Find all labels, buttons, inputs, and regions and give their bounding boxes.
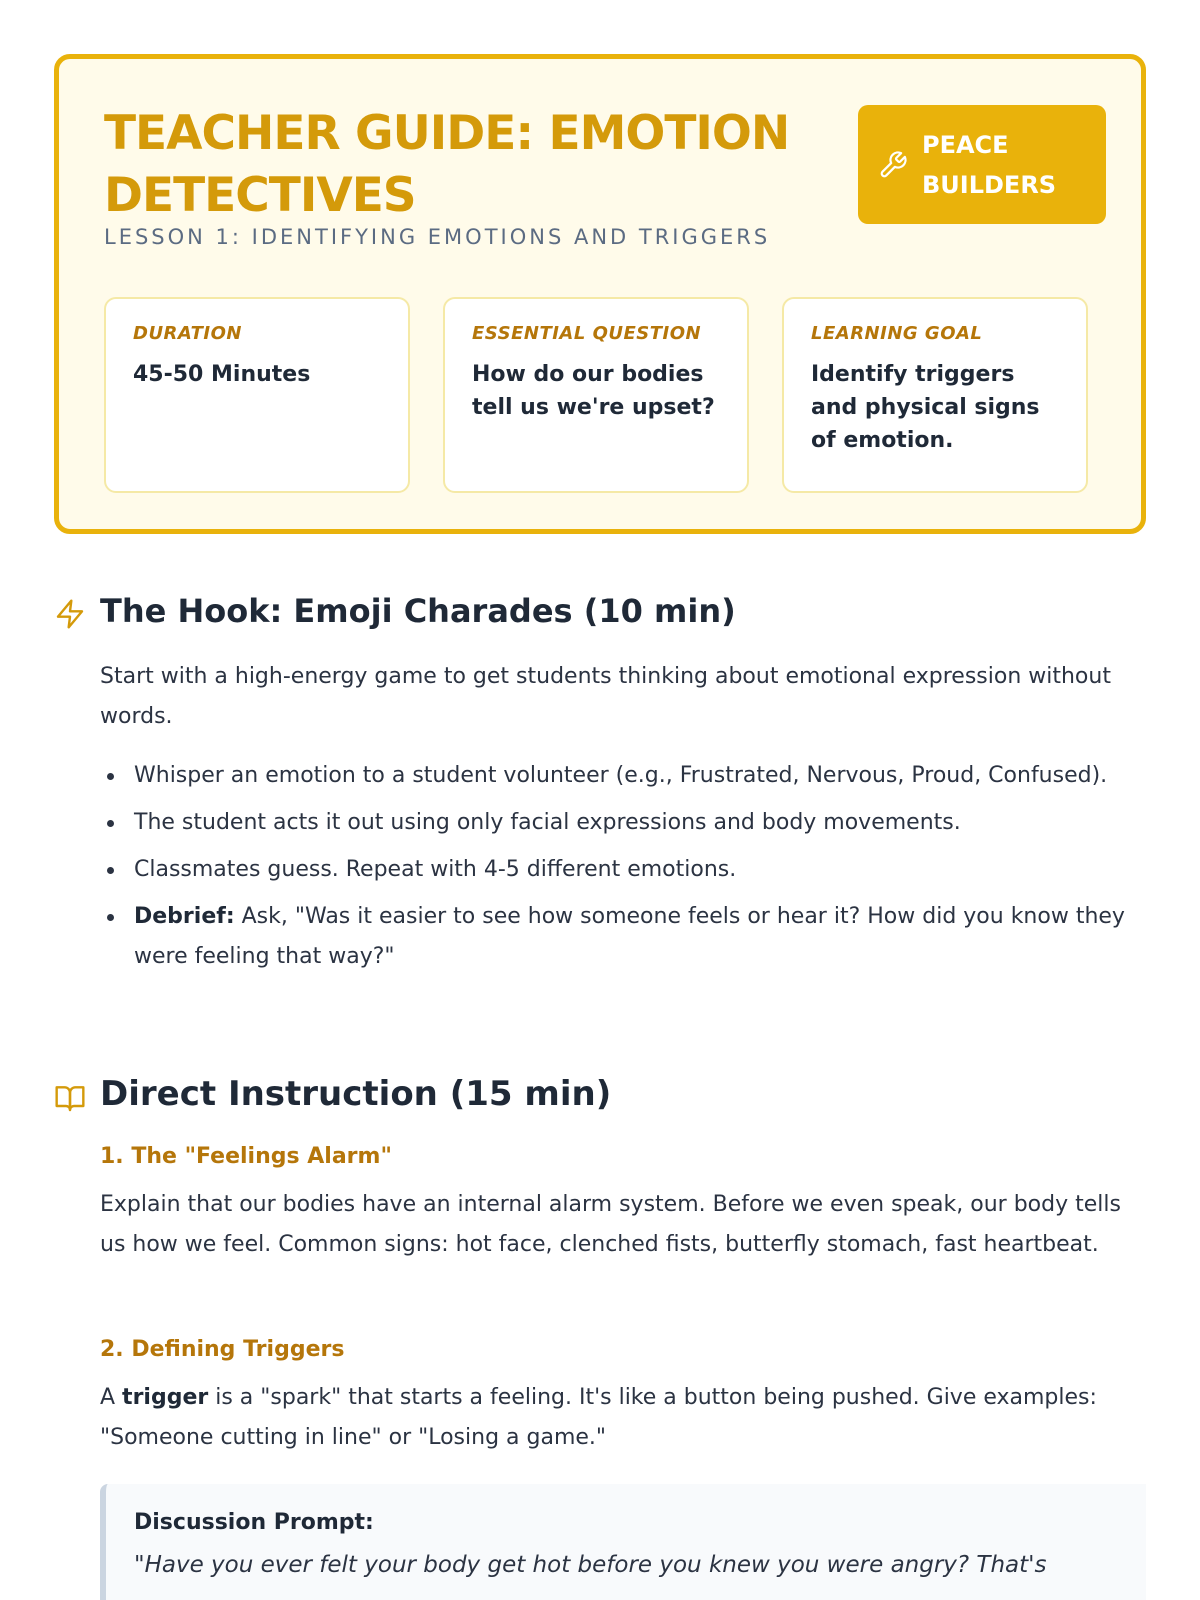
defining-triggers-text: A trigger is a "spark" that starts a feeling. It's like a button being pushed. Give examples: "Someone cutting in line" or "Losing a game." bbox=[100, 1385, 1097, 1450]
feelings-alarm-heading: 1. The "Feelings Alarm" bbox=[100, 1144, 392, 1169]
list-item: Classmates guess. Repeat with 4-5 different emotions. bbox=[100, 850, 1145, 890]
list-item: The student acts it out using only facial expressions and body movements. bbox=[100, 803, 1145, 843]
brand-name: PEACE BUILDERS bbox=[922, 130, 1057, 199]
trigger-term: trigger bbox=[122, 1385, 209, 1410]
discussion-prompt-label: Discussion Prompt: bbox=[134, 1510, 374, 1535]
defining-triggers-heading: 2. Defining Triggers bbox=[100, 1337, 345, 1362]
discussion-prompt-quote: "Have you ever felt your body get hot before you knew you were angry? That's bbox=[134, 1552, 1047, 1578]
info-card-value: 45-50 Minutes bbox=[133, 362, 311, 387]
page-title: TEACHER GUIDE: EMOTION DETECTIVES bbox=[104, 106, 790, 223]
book-icon bbox=[54, 1082, 86, 1114]
info-card-label: LEARNING GOAL bbox=[811, 323, 983, 344]
info-card-label: ESSENTIAL QUESTION bbox=[472, 323, 702, 344]
info-card-value: Identify triggers and physical signs of emotion. bbox=[811, 362, 1040, 453]
debrief-label: Debrief: bbox=[134, 904, 235, 929]
list-item: Whisper an emotion to a student volunteer (e.g., Frustrated, Nervous, Proud, Confused). bbox=[100, 756, 1145, 796]
info-card-essential-question bbox=[443, 297, 749, 493]
lightning-icon bbox=[54, 598, 86, 630]
info-card-learning-goal bbox=[782, 297, 1088, 493]
discussion-prompt-box bbox=[100, 1484, 1146, 1600]
list-item-debrief bbox=[100, 897, 1145, 977]
instruction-section-title: Direct Instruction (15 min) bbox=[100, 1074, 612, 1114]
hook-section-title: The Hook: Emoji Charades (10 min) bbox=[100, 592, 736, 630]
header-card bbox=[54, 54, 1146, 534]
debrief-text: Ask, "Was it easier to see how someone feels or hear it? How did you know they were feeling that way?" bbox=[134, 904, 1125, 969]
info-card-value: How do our bodies tell us we're upset? bbox=[472, 362, 715, 420]
hook-steps-list bbox=[100, 756, 1145, 984]
info-card-duration bbox=[104, 297, 410, 493]
feelings-alarm-text: Explain that our bodies have an internal alarm system. Before we even speak, our body tells us how we feel. Common signs: hot face, clenched fists, butterfly stomach, fast heartbeat. bbox=[100, 1192, 1121, 1257]
brand-badge bbox=[858, 105, 1106, 224]
hook-intro: Start with a high-energy game to get students thinking about emotional expression without words. bbox=[100, 664, 1111, 729]
wrench-icon bbox=[878, 150, 908, 180]
lesson-subtitle: LESSON 1: IDENTIFYING EMOTIONS AND TRIGGERS bbox=[104, 225, 771, 249]
info-card-label: DURATION bbox=[133, 323, 242, 344]
